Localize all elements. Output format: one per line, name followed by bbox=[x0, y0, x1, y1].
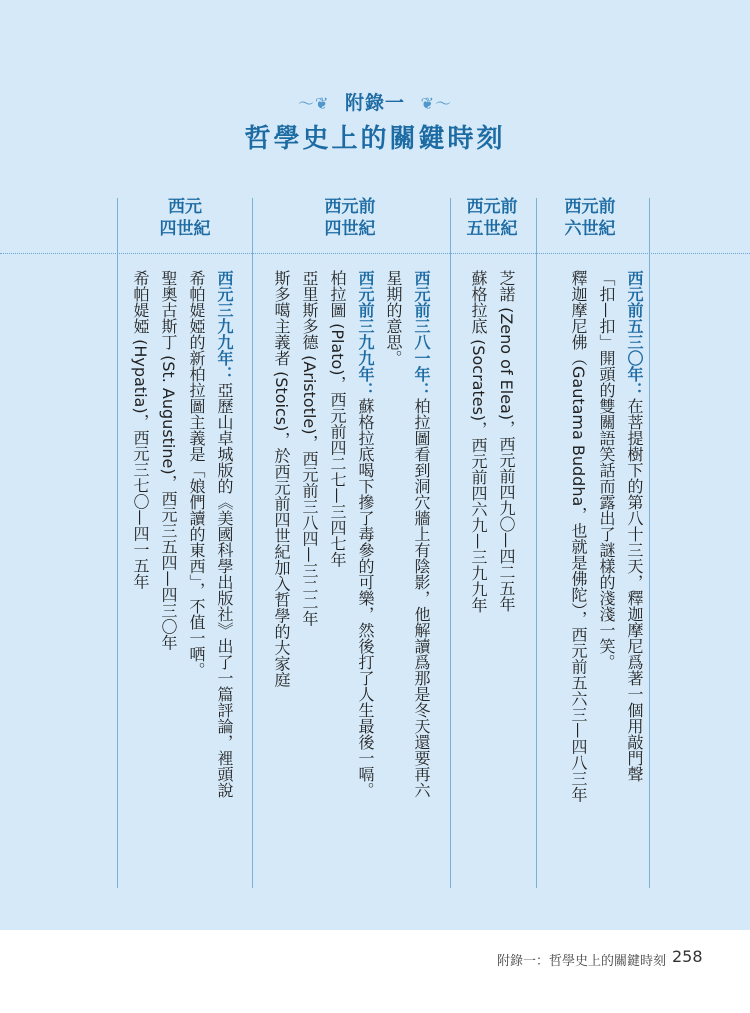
header-line: 五世紀 bbox=[466, 219, 518, 239]
event-entry bbox=[620, 270, 648, 802]
person-entry: 亞里斯多德 (Aristotle)，西元前三八四—三二二年 bbox=[300, 270, 319, 627]
event-entry bbox=[407, 270, 435, 798]
column-6th-century-bce bbox=[564, 270, 648, 802]
event-text: 希帕媞婭的新柏拉圖主義是「娘們讀的東西」，不值一哂。 bbox=[187, 270, 206, 678]
person-entry: 聖奧古斯丁 (St. Augustine)，西元三五四—四三〇年 bbox=[159, 270, 178, 651]
header-line: 西元 bbox=[168, 197, 202, 217]
header-line: 西元前 bbox=[466, 197, 518, 217]
column-4th-century-ce bbox=[126, 270, 238, 798]
person-entry: 釋迦摩尼佛（Gautama Buddha，也就是佛陀），西元前五六三—四八三年 bbox=[569, 270, 588, 803]
page-title: 哲學史上的關鍵時刻 bbox=[244, 124, 506, 154]
person-entry: 希帕媞婭 (Hypatia)，西元三七〇—四一五年 bbox=[131, 270, 150, 590]
person-entry: 芝諾 (Zeno of Elea)，西元前四九〇—四二五年 bbox=[497, 270, 516, 613]
event-entry bbox=[210, 270, 238, 798]
right-flourish-icon: ❦〜 bbox=[420, 94, 453, 113]
header-6th-century-bce bbox=[550, 196, 630, 240]
column-divider bbox=[649, 198, 650, 888]
person-entry: 斯多噶主義者 (Stoics)，於西元前四世紀加入哲學的大家庭 bbox=[272, 270, 291, 688]
column-divider bbox=[536, 198, 537, 888]
column-4th-century-bce bbox=[267, 270, 435, 798]
event-date: 西元前五三〇年： bbox=[625, 270, 644, 398]
header-line: 六世紀 bbox=[564, 219, 616, 239]
event-text: 柏拉圖看到洞穴牆上有陰影，他解讀爲那是冬天還要再六 bbox=[412, 398, 431, 798]
appendix-label: 附錄一 bbox=[344, 92, 405, 114]
event-text: 「扣—扣」開頭的雙關語笑話而露出了謎樣的淺淺一笑。 bbox=[597, 270, 616, 670]
header-4th-century-bce bbox=[310, 196, 390, 240]
column-divider bbox=[450, 198, 451, 888]
event-text: 星期的意思。 bbox=[384, 270, 403, 366]
event-entry bbox=[351, 270, 379, 798]
person-entry: 蘇格拉底 (Socrates)，西元前四六九—三九九年 bbox=[469, 270, 488, 614]
person-entry: 柏拉圖 (Plato)，西元前四二七—三四七年 bbox=[328, 270, 347, 568]
page-number: 258 bbox=[672, 947, 703, 966]
column-divider bbox=[252, 198, 253, 888]
header-4th-century-ce bbox=[145, 196, 225, 240]
column-divider bbox=[117, 198, 118, 888]
event-date: 西元三九九年： bbox=[215, 270, 234, 382]
left-flourish-icon: 〜❦ bbox=[297, 94, 330, 113]
running-footer: 附錄一：哲學史上的關鍵時刻 bbox=[496, 954, 666, 969]
event-date: 西元前三八一年： bbox=[412, 270, 431, 398]
header-line: 四世紀 bbox=[159, 219, 211, 239]
header-separator bbox=[0, 253, 750, 254]
header-line: 西元前 bbox=[564, 197, 616, 217]
header-5th-century-bce bbox=[452, 196, 532, 240]
header-line: 西元前 bbox=[324, 197, 376, 217]
event-date: 西元前三九九年： bbox=[356, 270, 375, 398]
event-text: 在菩提樹下的第八十三天，釋迦摩尼爲著一個用敲門聲 bbox=[625, 398, 644, 782]
column-5th-century-bce bbox=[464, 270, 520, 613]
appendix-heading bbox=[0, 88, 750, 115]
header-line: 四世紀 bbox=[324, 219, 376, 239]
event-text: 亞歷山卓城版的《美國科學出版社》出了一篇評論，裡頭說 bbox=[215, 382, 234, 798]
event-text: 蘇格拉底喝下摻了毒參的可樂，然後打了人生最後一嗝。 bbox=[356, 398, 375, 798]
